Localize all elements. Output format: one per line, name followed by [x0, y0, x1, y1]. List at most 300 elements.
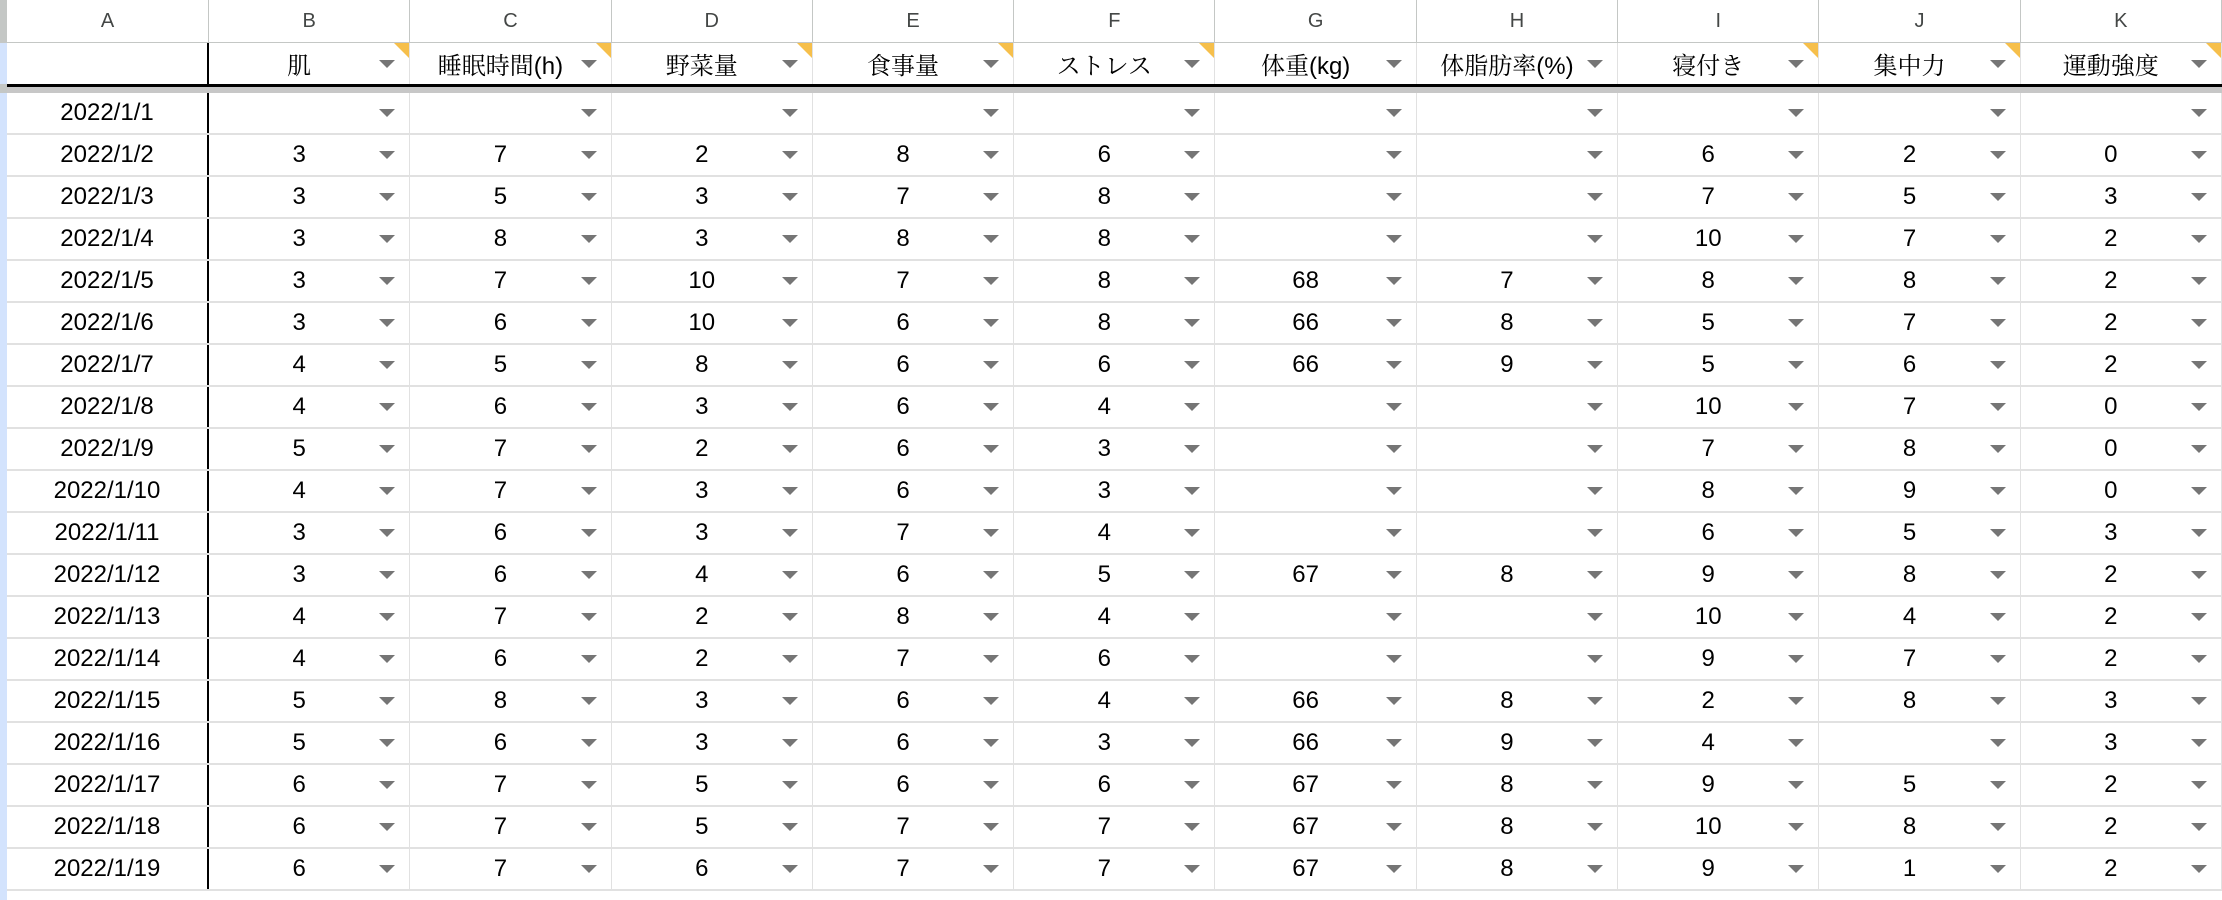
column-letter-i[interactable]: I	[1618, 0, 1819, 42]
dropdown-cell-k[interactable]	[2021, 429, 2222, 469]
date-cell[interactable]	[7, 723, 209, 763]
dropdown-cell-e[interactable]	[813, 135, 1014, 175]
dropdown-cell-b[interactable]	[209, 849, 410, 889]
dropdown-cell-g[interactable]	[1215, 387, 1416, 427]
dropdown-arrow-icon[interactable]	[2191, 487, 2207, 495]
dropdown-arrow-icon[interactable]	[2191, 823, 2207, 831]
dropdown-cell-f[interactable]	[1014, 555, 1215, 595]
dropdown-arrow-icon[interactable]	[1990, 655, 2006, 663]
dropdown-arrow-icon[interactable]	[1990, 319, 2006, 327]
dropdown-arrow-icon[interactable]	[1990, 739, 2006, 747]
dropdown-cell-i[interactable]	[1618, 177, 1819, 217]
dropdown-arrow-icon[interactable]	[1990, 571, 2006, 579]
dropdown-cell-e[interactable]	[813, 177, 1014, 217]
dropdown-arrow-icon[interactable]	[1184, 487, 1200, 495]
dropdown-arrow-icon[interactable]	[1990, 613, 2006, 621]
dropdown-arrow-icon[interactable]	[983, 865, 999, 873]
dropdown-cell-h[interactable]	[1417, 597, 1618, 637]
dropdown-cell-k[interactable]	[2021, 387, 2222, 427]
dropdown-cell-k[interactable]	[2021, 93, 2222, 133]
dropdown-arrow-icon[interactable]	[1184, 445, 1200, 453]
dropdown-arrow-icon[interactable]	[983, 613, 999, 621]
dropdown-arrow-icon[interactable]	[1788, 655, 1804, 663]
dropdown-cell-k[interactable]	[2021, 261, 2222, 301]
dropdown-arrow-icon[interactable]	[581, 865, 597, 873]
header-cell-j[interactable]	[1819, 43, 2020, 84]
dropdown-arrow-icon[interactable]	[1386, 781, 1402, 789]
dropdown-cell-c[interactable]	[410, 219, 611, 259]
dropdown-arrow-icon[interactable]	[379, 781, 395, 789]
dropdown-cell-c[interactable]	[410, 429, 611, 469]
dropdown-arrow-icon[interactable]	[782, 361, 798, 369]
dropdown-cell-k[interactable]	[2021, 597, 2222, 637]
dropdown-arrow-icon[interactable]	[1990, 823, 2006, 831]
dropdown-arrow-icon[interactable]	[1184, 277, 1200, 285]
dropdown-arrow-icon[interactable]	[379, 319, 395, 327]
dropdown-arrow-icon[interactable]	[1788, 487, 1804, 495]
dropdown-arrow-icon[interactable]	[1587, 571, 1603, 579]
dropdown-arrow-icon[interactable]	[1990, 277, 2006, 285]
dropdown-cell-i[interactable]	[1618, 219, 1819, 259]
dropdown-arrow-icon[interactable]	[2191, 865, 2207, 873]
dropdown-cell-g[interactable]	[1215, 429, 1416, 469]
note-indicator-icon[interactable]	[1199, 43, 1214, 58]
dropdown-cell-c[interactable]	[410, 471, 611, 511]
dropdown-cell-b[interactable]	[209, 639, 410, 679]
dropdown-arrow-icon[interactable]	[379, 739, 395, 747]
dropdown-arrow-icon[interactable]	[782, 655, 798, 663]
dropdown-cell-k[interactable]	[2021, 513, 2222, 553]
dropdown-arrow-icon[interactable]	[1386, 655, 1402, 663]
dropdown-arrow-icon[interactable]	[581, 277, 597, 285]
dropdown-arrow-icon[interactable]	[1587, 865, 1603, 873]
dropdown-arrow-icon[interactable]	[2191, 277, 2207, 285]
header-cell-c[interactable]	[410, 43, 611, 84]
dropdown-cell-d[interactable]	[612, 471, 813, 511]
dropdown-arrow-icon[interactable]	[782, 319, 798, 327]
dropdown-cell-c[interactable]	[410, 303, 611, 343]
dropdown-arrow-icon[interactable]	[2191, 445, 2207, 453]
dropdown-cell-f[interactable]	[1014, 639, 1215, 679]
dropdown-cell-g[interactable]	[1215, 345, 1416, 385]
dropdown-arrow-icon[interactable]	[782, 235, 798, 243]
dropdown-cell-g[interactable]	[1215, 177, 1416, 217]
dropdown-arrow-icon[interactable]	[1587, 361, 1603, 369]
dropdown-cell-j[interactable]	[1819, 807, 2020, 847]
header-cell-g[interactable]	[1215, 43, 1416, 84]
dropdown-cell-b[interactable]	[209, 93, 410, 133]
dropdown-arrow-icon[interactable]	[1386, 823, 1402, 831]
dropdown-cell-j[interactable]	[1819, 177, 2020, 217]
dropdown-cell-f[interactable]	[1014, 345, 1215, 385]
dropdown-cell-e[interactable]	[813, 555, 1014, 595]
freeze-handle[interactable]	[0, 84, 7, 93]
date-cell[interactable]	[7, 849, 209, 889]
dropdown-cell-g[interactable]	[1215, 639, 1416, 679]
dropdown-cell-k[interactable]	[2021, 345, 2222, 385]
date-cell[interactable]	[7, 681, 209, 721]
dropdown-cell-g[interactable]	[1215, 135, 1416, 175]
dropdown-cell-d[interactable]	[612, 555, 813, 595]
dropdown-cell-c[interactable]	[410, 135, 611, 175]
dropdown-arrow-icon[interactable]	[379, 529, 395, 537]
dropdown-arrow-icon[interactable]	[1386, 445, 1402, 453]
dropdown-cell-g[interactable]	[1215, 681, 1416, 721]
dropdown-cell-b[interactable]	[209, 471, 410, 511]
dropdown-cell-e[interactable]	[813, 639, 1014, 679]
dropdown-cell-k[interactable]	[2021, 219, 2222, 259]
column-letter-c[interactable]: C	[410, 0, 611, 42]
dropdown-cell-k[interactable]	[2021, 135, 2222, 175]
dropdown-cell-c[interactable]	[410, 765, 611, 805]
dropdown-arrow-icon[interactable]	[581, 193, 597, 201]
dropdown-arrow-icon[interactable]	[983, 151, 999, 159]
header-cell-k[interactable]	[2021, 43, 2222, 84]
dropdown-cell-i[interactable]	[1618, 849, 1819, 889]
dropdown-cell-g[interactable]	[1215, 597, 1416, 637]
dropdown-arrow-icon[interactable]	[1184, 60, 1200, 68]
dropdown-cell-f[interactable]	[1014, 219, 1215, 259]
dropdown-arrow-icon[interactable]	[379, 60, 395, 68]
dropdown-arrow-icon[interactable]	[782, 60, 798, 68]
dropdown-arrow-icon[interactable]	[1990, 697, 2006, 705]
dropdown-arrow-icon[interactable]	[379, 235, 395, 243]
column-letter-b[interactable]: B	[209, 0, 410, 42]
date-cell[interactable]	[7, 765, 209, 805]
dropdown-cell-f[interactable]	[1014, 513, 1215, 553]
dropdown-cell-h[interactable]	[1417, 261, 1618, 301]
dropdown-cell-i[interactable]	[1618, 555, 1819, 595]
dropdown-arrow-icon[interactable]	[782, 571, 798, 579]
column-letter-h[interactable]: H	[1417, 0, 1618, 42]
dropdown-cell-h[interactable]	[1417, 93, 1618, 133]
dropdown-arrow-icon[interactable]	[581, 823, 597, 831]
date-cell[interactable]	[7, 471, 209, 511]
dropdown-arrow-icon[interactable]	[1788, 319, 1804, 327]
dropdown-cell-i[interactable]	[1618, 471, 1819, 511]
dropdown-cell-i[interactable]	[1618, 345, 1819, 385]
dropdown-arrow-icon[interactable]	[1184, 781, 1200, 789]
dropdown-arrow-icon[interactable]	[983, 403, 999, 411]
dropdown-arrow-icon[interactable]	[581, 571, 597, 579]
dropdown-arrow-icon[interactable]	[581, 487, 597, 495]
dropdown-arrow-icon[interactable]	[581, 655, 597, 663]
dropdown-cell-c[interactable]	[410, 177, 611, 217]
dropdown-arrow-icon[interactable]	[983, 445, 999, 453]
date-cell[interactable]	[7, 345, 209, 385]
dropdown-cell-k[interactable]	[2021, 807, 2222, 847]
dropdown-cell-g[interactable]	[1215, 513, 1416, 553]
dropdown-arrow-icon[interactable]	[1184, 823, 1200, 831]
dropdown-cell-i[interactable]	[1618, 303, 1819, 343]
dropdown-cell-f[interactable]	[1014, 303, 1215, 343]
dropdown-arrow-icon[interactable]	[581, 361, 597, 369]
dropdown-cell-b[interactable]	[209, 723, 410, 763]
dropdown-cell-b[interactable]	[209, 807, 410, 847]
dropdown-arrow-icon[interactable]	[2191, 529, 2207, 537]
dropdown-cell-b[interactable]	[209, 765, 410, 805]
dropdown-cell-k[interactable]	[2021, 471, 2222, 511]
dropdown-arrow-icon[interactable]	[1386, 193, 1402, 201]
column-letter-a[interactable]: A	[7, 0, 209, 42]
dropdown-arrow-icon[interactable]	[1587, 529, 1603, 537]
dropdown-cell-h[interactable]	[1417, 471, 1618, 511]
dropdown-arrow-icon[interactable]	[581, 60, 597, 68]
dropdown-cell-j[interactable]	[1819, 219, 2020, 259]
dropdown-cell-f[interactable]	[1014, 765, 1215, 805]
dropdown-arrow-icon[interactable]	[782, 403, 798, 411]
note-indicator-icon[interactable]	[394, 43, 409, 58]
dropdown-cell-d[interactable]	[612, 723, 813, 763]
dropdown-cell-i[interactable]	[1618, 429, 1819, 469]
dropdown-arrow-icon[interactable]	[1184, 235, 1200, 243]
dropdown-cell-e[interactable]	[813, 471, 1014, 511]
dropdown-cell-c[interactable]	[410, 345, 611, 385]
dropdown-cell-h[interactable]	[1417, 765, 1618, 805]
dropdown-arrow-icon[interactable]	[1990, 529, 2006, 537]
dropdown-arrow-icon[interactable]	[983, 823, 999, 831]
date-cell[interactable]	[7, 597, 209, 637]
dropdown-cell-e[interactable]	[813, 303, 1014, 343]
dropdown-arrow-icon[interactable]	[1386, 151, 1402, 159]
dropdown-arrow-icon[interactable]	[1788, 193, 1804, 201]
dropdown-cell-g[interactable]	[1215, 849, 1416, 889]
dropdown-cell-b[interactable]	[209, 555, 410, 595]
dropdown-arrow-icon[interactable]	[2191, 193, 2207, 201]
dropdown-cell-f[interactable]	[1014, 723, 1215, 763]
dropdown-arrow-icon[interactable]	[581, 319, 597, 327]
dropdown-arrow-icon[interactable]	[1788, 403, 1804, 411]
dropdown-cell-f[interactable]	[1014, 849, 1215, 889]
dropdown-arrow-icon[interactable]	[1386, 277, 1402, 285]
dropdown-cell-i[interactable]	[1618, 387, 1819, 427]
dropdown-arrow-icon[interactable]	[1184, 109, 1200, 117]
select-all-corner[interactable]	[0, 0, 7, 43]
column-letter-e[interactable]: E	[813, 0, 1014, 42]
dropdown-arrow-icon[interactable]	[1788, 60, 1804, 68]
dropdown-cell-h[interactable]	[1417, 513, 1618, 553]
dropdown-arrow-icon[interactable]	[1587, 445, 1603, 453]
dropdown-arrow-icon[interactable]	[379, 361, 395, 369]
header-cell-f[interactable]	[1014, 43, 1215, 84]
dropdown-arrow-icon[interactable]	[1788, 151, 1804, 159]
dropdown-cell-f[interactable]	[1014, 261, 1215, 301]
dropdown-arrow-icon[interactable]	[581, 781, 597, 789]
dropdown-arrow-icon[interactable]	[1788, 865, 1804, 873]
dropdown-arrow-icon[interactable]	[1788, 823, 1804, 831]
dropdown-arrow-icon[interactable]	[1386, 403, 1402, 411]
dropdown-cell-g[interactable]	[1215, 807, 1416, 847]
dropdown-cell-c[interactable]	[410, 597, 611, 637]
dropdown-arrow-icon[interactable]	[379, 151, 395, 159]
dropdown-arrow-icon[interactable]	[379, 445, 395, 453]
dropdown-arrow-icon[interactable]	[1788, 697, 1804, 705]
dropdown-arrow-icon[interactable]	[983, 277, 999, 285]
dropdown-cell-g[interactable]	[1215, 261, 1416, 301]
dropdown-arrow-icon[interactable]	[983, 739, 999, 747]
date-cell[interactable]	[7, 93, 209, 133]
header-cell-i[interactable]	[1618, 43, 1819, 84]
dropdown-cell-d[interactable]	[612, 681, 813, 721]
note-indicator-icon[interactable]	[2005, 43, 2020, 58]
dropdown-cell-d[interactable]	[612, 513, 813, 553]
dropdown-cell-g[interactable]	[1215, 471, 1416, 511]
dropdown-arrow-icon[interactable]	[1386, 109, 1402, 117]
dropdown-cell-j[interactable]	[1819, 303, 2020, 343]
dropdown-arrow-icon[interactable]	[1990, 361, 2006, 369]
column-letter-d[interactable]: D	[612, 0, 813, 42]
dropdown-cell-f[interactable]	[1014, 387, 1215, 427]
dropdown-cell-c[interactable]	[410, 93, 611, 133]
dropdown-cell-j[interactable]	[1819, 429, 2020, 469]
dropdown-arrow-icon[interactable]	[1587, 823, 1603, 831]
dropdown-cell-d[interactable]	[612, 597, 813, 637]
dropdown-arrow-icon[interactable]	[1386, 571, 1402, 579]
dropdown-arrow-icon[interactable]	[983, 235, 999, 243]
date-cell[interactable]	[7, 639, 209, 679]
dropdown-cell-e[interactable]	[813, 849, 1014, 889]
dropdown-cell-k[interactable]	[2021, 681, 2222, 721]
dropdown-arrow-icon[interactable]	[1587, 277, 1603, 285]
dropdown-cell-h[interactable]	[1417, 429, 1618, 469]
dropdown-arrow-icon[interactable]	[782, 739, 798, 747]
dropdown-arrow-icon[interactable]	[1184, 403, 1200, 411]
dropdown-cell-c[interactable]	[410, 513, 611, 553]
dropdown-arrow-icon[interactable]	[1184, 571, 1200, 579]
date-cell[interactable]	[7, 807, 209, 847]
dropdown-cell-h[interactable]	[1417, 555, 1618, 595]
dropdown-arrow-icon[interactable]	[782, 487, 798, 495]
dropdown-arrow-icon[interactable]	[1990, 193, 2006, 201]
dropdown-cell-e[interactable]	[813, 681, 1014, 721]
dropdown-cell-b[interactable]	[209, 135, 410, 175]
dropdown-arrow-icon[interactable]	[1788, 739, 1804, 747]
dropdown-arrow-icon[interactable]	[379, 865, 395, 873]
dropdown-cell-e[interactable]	[813, 219, 1014, 259]
dropdown-arrow-icon[interactable]	[1587, 319, 1603, 327]
dropdown-cell-b[interactable]	[209, 177, 410, 217]
dropdown-arrow-icon[interactable]	[1386, 361, 1402, 369]
dropdown-arrow-icon[interactable]	[983, 781, 999, 789]
dropdown-cell-i[interactable]	[1618, 135, 1819, 175]
dropdown-arrow-icon[interactable]	[1788, 445, 1804, 453]
dropdown-arrow-icon[interactable]	[1788, 529, 1804, 537]
dropdown-cell-f[interactable]	[1014, 471, 1215, 511]
dropdown-cell-j[interactable]	[1819, 597, 2020, 637]
dropdown-arrow-icon[interactable]	[782, 109, 798, 117]
dropdown-cell-e[interactable]	[813, 807, 1014, 847]
dropdown-arrow-icon[interactable]	[1788, 235, 1804, 243]
dropdown-cell-c[interactable]	[410, 807, 611, 847]
dropdown-arrow-icon[interactable]	[1587, 403, 1603, 411]
dropdown-arrow-icon[interactable]	[2191, 403, 2207, 411]
dropdown-cell-d[interactable]	[612, 261, 813, 301]
date-cell[interactable]	[7, 555, 209, 595]
dropdown-cell-h[interactable]	[1417, 177, 1618, 217]
dropdown-arrow-icon[interactable]	[379, 109, 395, 117]
dropdown-cell-j[interactable]	[1819, 93, 2020, 133]
dropdown-arrow-icon[interactable]	[2191, 361, 2207, 369]
dropdown-cell-j[interactable]	[1819, 471, 2020, 511]
dropdown-arrow-icon[interactable]	[782, 277, 798, 285]
dropdown-cell-c[interactable]	[410, 639, 611, 679]
note-indicator-icon[interactable]	[998, 43, 1013, 58]
dropdown-cell-b[interactable]	[209, 387, 410, 427]
dropdown-arrow-icon[interactable]	[1184, 697, 1200, 705]
dropdown-cell-h[interactable]	[1417, 135, 1618, 175]
column-letter-k[interactable]: K	[2021, 0, 2222, 42]
dropdown-cell-d[interactable]	[612, 807, 813, 847]
date-cell[interactable]	[7, 513, 209, 553]
dropdown-cell-k[interactable]	[2021, 723, 2222, 763]
row-header-strip[interactable]	[0, 0, 7, 900]
dropdown-cell-b[interactable]	[209, 303, 410, 343]
dropdown-arrow-icon[interactable]	[782, 613, 798, 621]
dropdown-cell-e[interactable]	[813, 387, 1014, 427]
dropdown-arrow-icon[interactable]	[782, 193, 798, 201]
dropdown-cell-e[interactable]	[813, 723, 1014, 763]
note-indicator-icon[interactable]	[596, 43, 611, 58]
dropdown-arrow-icon[interactable]	[379, 403, 395, 411]
dropdown-cell-g[interactable]	[1215, 303, 1416, 343]
dropdown-arrow-icon[interactable]	[782, 697, 798, 705]
date-cell[interactable]	[7, 429, 209, 469]
dropdown-arrow-icon[interactable]	[983, 655, 999, 663]
dropdown-cell-d[interactable]	[612, 387, 813, 427]
dropdown-arrow-icon[interactable]	[1184, 529, 1200, 537]
dropdown-cell-d[interactable]	[612, 177, 813, 217]
column-letter-g[interactable]: G	[1215, 0, 1416, 42]
dropdown-cell-k[interactable]	[2021, 765, 2222, 805]
dropdown-arrow-icon[interactable]	[1587, 193, 1603, 201]
dropdown-cell-j[interactable]	[1819, 639, 2020, 679]
dropdown-arrow-icon[interactable]	[1587, 781, 1603, 789]
dropdown-arrow-icon[interactable]	[1184, 613, 1200, 621]
dropdown-arrow-icon[interactable]	[782, 781, 798, 789]
dropdown-arrow-icon[interactable]	[379, 571, 395, 579]
dropdown-cell-f[interactable]	[1014, 177, 1215, 217]
dropdown-cell-g[interactable]	[1215, 555, 1416, 595]
dropdown-arrow-icon[interactable]	[1990, 865, 2006, 873]
dropdown-cell-e[interactable]	[813, 429, 1014, 469]
dropdown-cell-c[interactable]	[410, 681, 611, 721]
dropdown-cell-e[interactable]	[813, 597, 1014, 637]
dropdown-arrow-icon[interactable]	[1990, 403, 2006, 411]
dropdown-arrow-icon[interactable]	[379, 655, 395, 663]
dropdown-arrow-icon[interactable]	[379, 613, 395, 621]
dropdown-arrow-icon[interactable]	[1386, 60, 1402, 68]
dropdown-cell-j[interactable]	[1819, 765, 2020, 805]
dropdown-arrow-icon[interactable]	[782, 823, 798, 831]
dropdown-cell-j[interactable]	[1819, 723, 2020, 763]
date-cell[interactable]	[7, 387, 209, 427]
dropdown-cell-i[interactable]	[1618, 93, 1819, 133]
dropdown-cell-i[interactable]	[1618, 681, 1819, 721]
dropdown-cell-f[interactable]	[1014, 93, 1215, 133]
dropdown-cell-j[interactable]	[1819, 261, 2020, 301]
dropdown-cell-g[interactable]	[1215, 93, 1416, 133]
dropdown-arrow-icon[interactable]	[2191, 613, 2207, 621]
dropdown-cell-c[interactable]	[410, 387, 611, 427]
dropdown-cell-i[interactable]	[1618, 765, 1819, 805]
dropdown-arrow-icon[interactable]	[2191, 739, 2207, 747]
dropdown-arrow-icon[interactable]	[1184, 739, 1200, 747]
header-cell-h[interactable]	[1417, 43, 1618, 84]
dropdown-cell-j[interactable]	[1819, 387, 2020, 427]
dropdown-arrow-icon[interactable]	[1386, 865, 1402, 873]
column-letter-j[interactable]: J	[1819, 0, 2020, 42]
dropdown-cell-c[interactable]	[410, 723, 611, 763]
